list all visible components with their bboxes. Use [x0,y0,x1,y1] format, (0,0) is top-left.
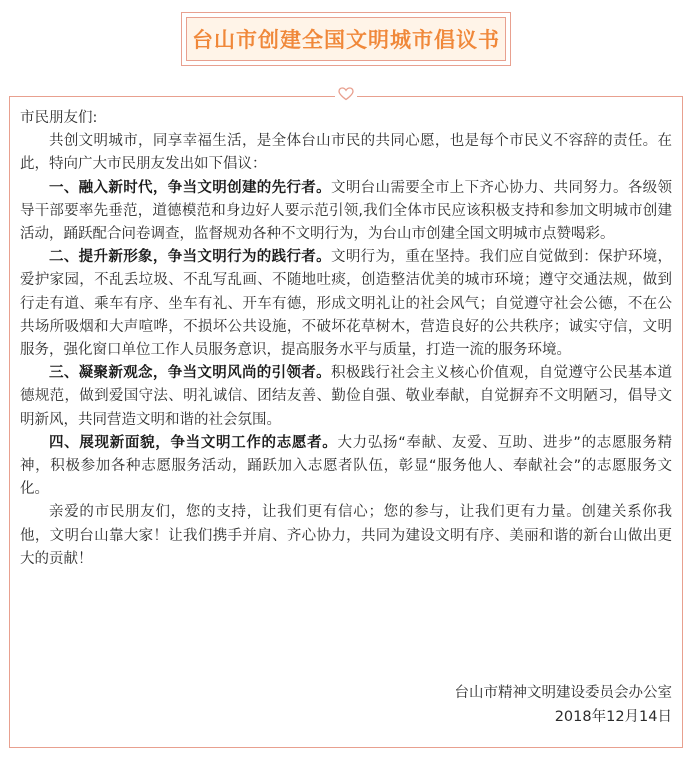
letter-body [20,107,672,571]
salutation: 市民朋友们: [20,110,98,126]
section-2-body: 文明行为，重在坚持。我们应自觉做到：保护环境，爱护家园，不乱丢垃圾、不乱写乱画、不随地吐痰，创造整洁优美的城市环境；遵守交通法规，做到行走有道、乘车有序、坐车有礼、开车有德，形成文明礼让的社会风气；自觉遵守社会公德，不在公共场所吸烟和大声喧哗，不损坏公共设施，不破坏花草树木，营造良好的公共秩序；诚实守信，文明服务，强化窗口单位工作人员服务意识，提高服务水平与质量，打造一流的服务环境。 [20,249,673,359]
signature-block [455,681,673,729]
section-4 [20,432,672,502]
signature-org: 台山市精神文明建设委员会办公室 [454,685,672,701]
section-3-heading: 三、凝聚新观念，争当文明风尚的引领者。 [49,365,331,382]
section-1-body: 文明台山需要全市上下齐心协力、共同努力。各级领导干部要率先垂范，道德模范和身边好人要示范引领,我们全体市民应该积极支持和参加文明城市创建活动，踊跃配合问卷调查，监督规劝各种不文明行为，为台山市创建全国文明城市点赞喝彩。 [20,179,673,243]
section-2 [20,246,672,362]
heart-outline-icon [335,87,357,105]
intro-paragraph: 共创文明城市，同享幸福生活，是全体台山市民的共同心愿，也是每个市民义不容辞的责任。在此，特向广大市民朋友发出如下倡议： [20,133,672,173]
signature-date: 2018年12月14日 [554,709,672,725]
section-4-heading: 四、展现新面貌，争当文明工作的志愿者。 [49,434,338,451]
section-3-body: 积极践行社会主义核心价值观，自觉遵守公民基本道德规范，做到爱国守法、明礼诚信、团结友善、勤俭自强、敬业奉献，自觉摒弃不文明陋习，倡导文明新风，共同营造文明和谐的社会氛围。 [20,365,673,428]
closing-paragraph: 亲爱的市民朋友们，您的支持，让我们更有信心；您的参与，让我们更有力量。创建关系你我他，文明台山靠大家！让我们携手并肩、齐心协力，共同为建设文明有序、美丽和谐的新台山做出更大的贡献！ [20,504,672,567]
section-1 [20,177,672,247]
title-frame [181,12,511,66]
section-2-heading: 二、提升新形象，争当文明行为的践行者。 [49,249,331,266]
title-box [186,17,506,61]
section-3 [20,362,672,432]
page-title: 台山市创建全国文明城市倡议书 [192,28,500,52]
section-1-heading: 一、融入新时代，争当文明创建的先行者。 [49,179,331,196]
section-4-body: 大力弘扬“奉献、友爱、互助、进步”的志愿服务精神，积极参加各种志愿服务活动，踊跃加入志愿者队伍，彰显“服务他人、奉献社会”的志愿服务文化。 [20,434,672,498]
